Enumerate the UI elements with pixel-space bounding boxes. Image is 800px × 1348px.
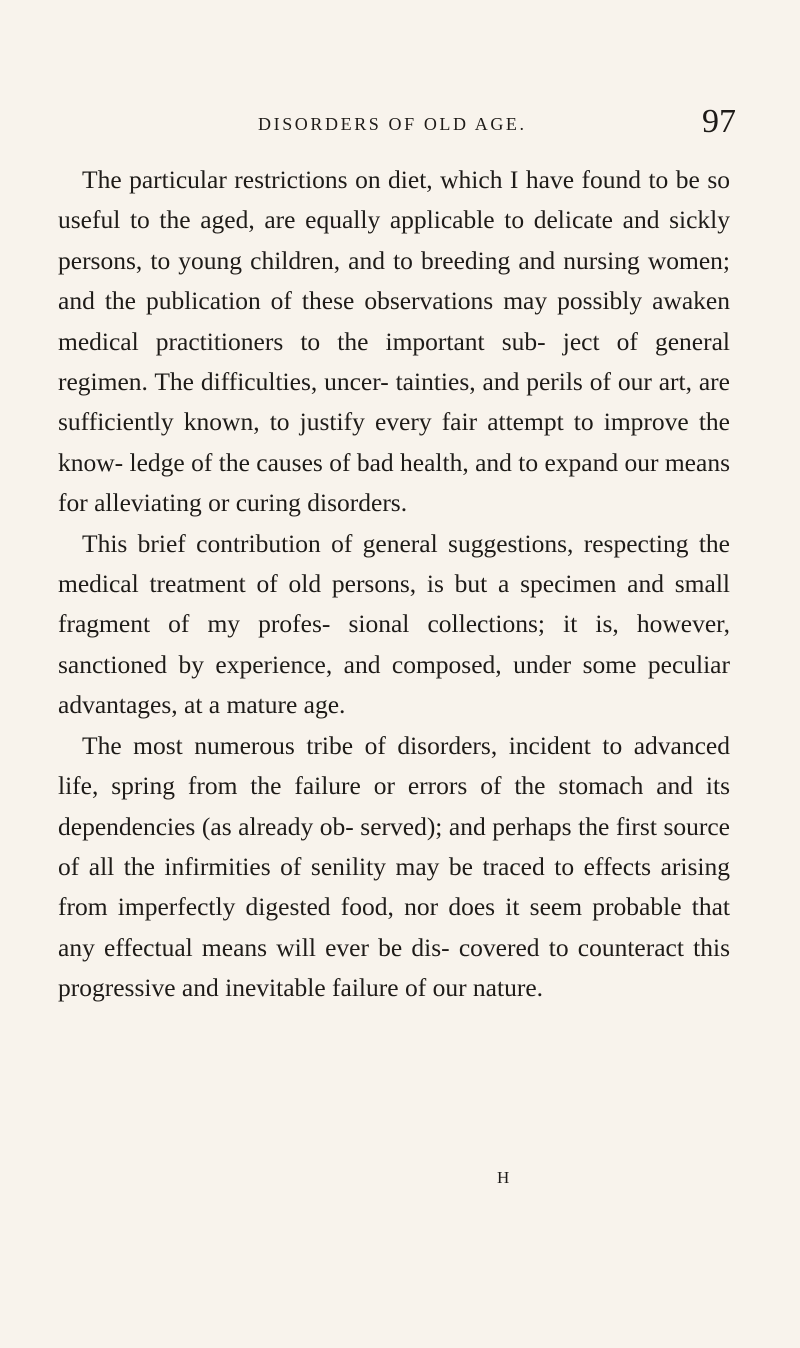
body-text [58,160,730,1009]
page-number: 97 [702,103,736,140]
running-head [0,102,800,146]
running-title: DISORDERS OF OLD AGE. [258,114,527,134]
signature-mark: H [497,1168,511,1187]
paragraph-1: The particular restrictions on diet, which I have found to be so useful to the aged, are equally applicable to delicate and sickly persons, to young children, and to breeding and nursing women; and the publication of these observations may possibly awaken medical practitioners to the important sub- ject of general regimen. The difficulties, uncer- tainties, and perils of our art, are sufficiently known, to justify every fair attempt to improve the know- ledge of the causes of bad health, and to expand our means for alleviating or curing disorders. [58,165,730,518]
paragraph-2: This brief contribution of general suggestions, respecting the medical treatment of old persons, is but a specimen and small fragment of my profes- sional collections; it is, however, sanctioned by experience, and composed, under some peculiar advantages, at a mature age. [58,528,730,720]
paragraph-3: The most numerous tribe of disorders, incident to advanced life, spring from the failure or errors of the stomach and its dependencies (as already ob- served); and perhaps the first source of all the infirmities of senility may be traced to effects arising from imperfectly digested food, nor does it seem probable that any effectual means will ever be dis- covered to counteract this progressive and inevitable failure of our nature. [58,730,730,1003]
